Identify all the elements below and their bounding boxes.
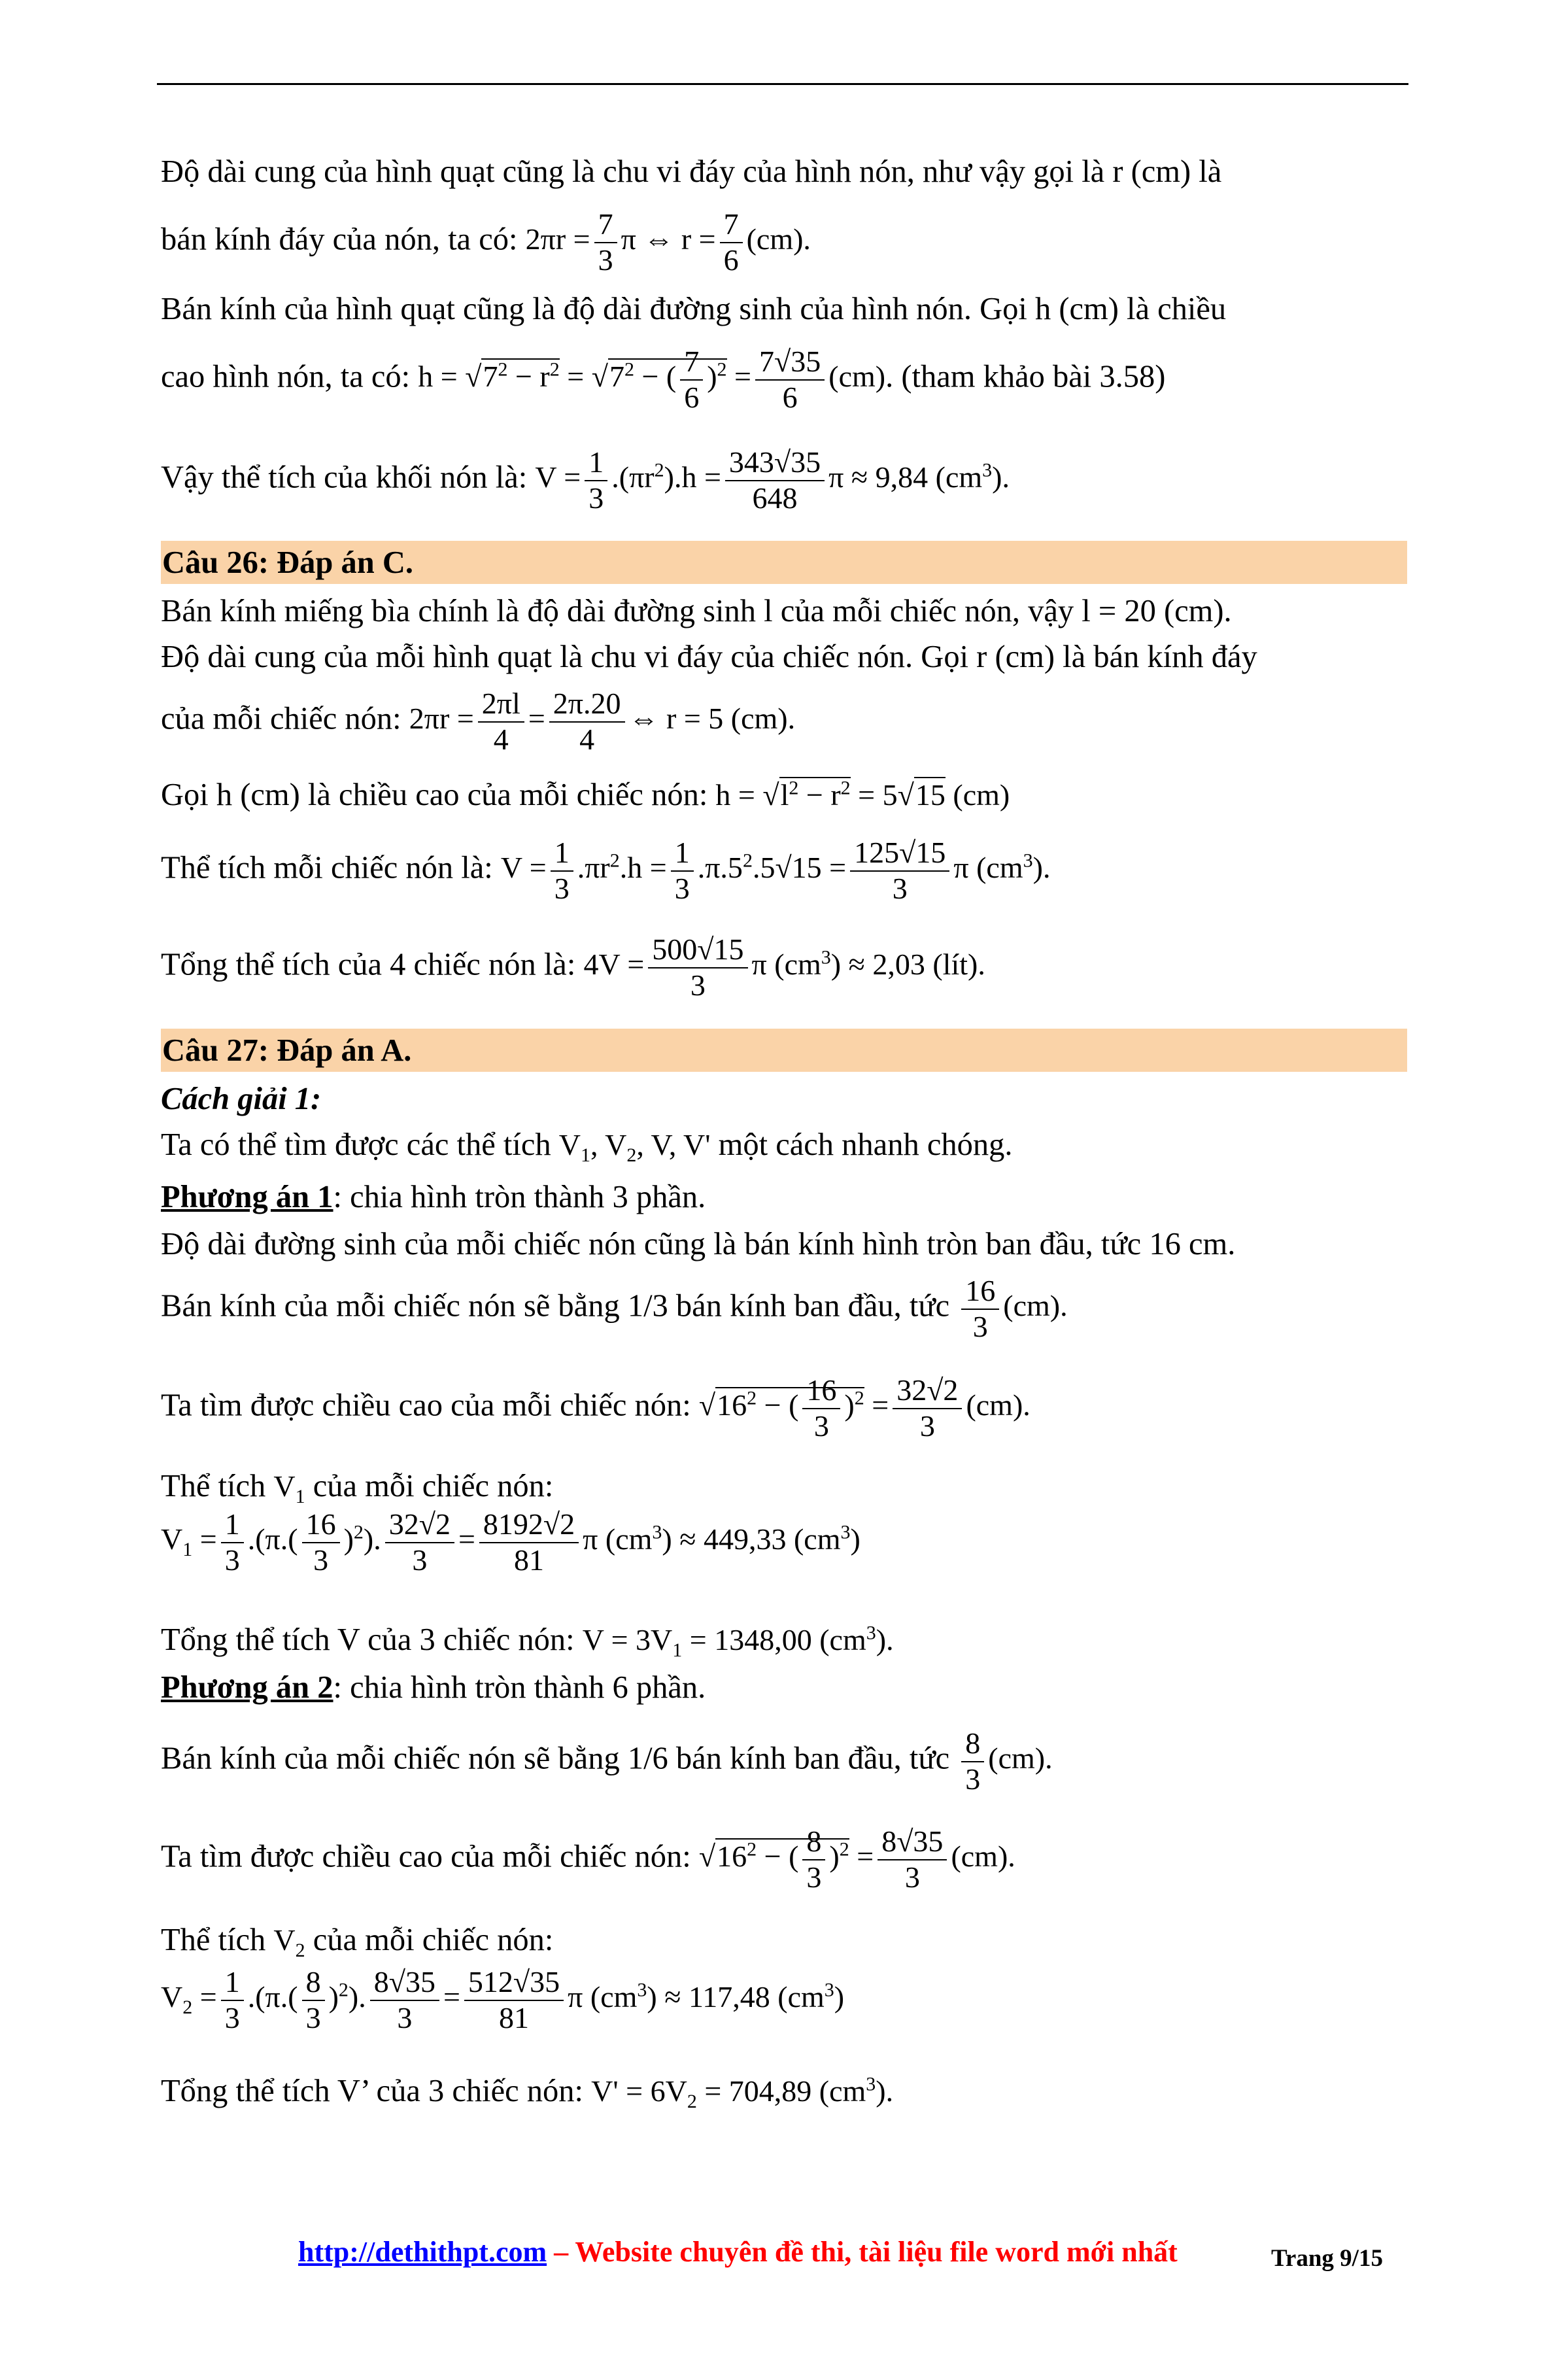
text-line: Ta có thể tìm được các thể tích $V_1$, $V_2$, V, V' một cách nhanh chóng. — [161, 1127, 1013, 1167]
equation: $h = √7^2 - r^2 = √7^2$ − ( $\frac{7}{6}$ )$^2$ = $\frac{7√35}{6}$ (cm) — [418, 345, 886, 414]
text-line: Tổng thể tích V’ của 3 chiếc nón: $V' = 6V_2 = 704,89$ $(cm^3)$. — [161, 2073, 894, 2113]
text-line: Độ dài cung của hình quạt cũng là chu vi đáy của hình nón, như vậy gọi là r (cm) là — [161, 154, 1222, 189]
text-line: Thể tích $V_1$ của mỗi chiếc nón: — [161, 1469, 554, 1508]
equation: $√16^2$ − ( $\frac{16}{3}$ )$^2$ = $\frac{32√2}{3}$ (cm). — [698, 1373, 1031, 1443]
text-line: Bán kính của mỗi chiếc nón sẽ bằng 1/6 bán kính ban đầu, tức $\frac{8}{3}$ (cm). — [161, 1726, 1053, 1796]
equation: $h = √l^2 - r^2 = 5√15$ (cm) — [715, 777, 1010, 812]
text-line: Bán kính của mỗi chiếc nón sẽ bằng 1/3 bán kính ban đầu, tức $\frac{16}{3}$ (cm). — [161, 1274, 1068, 1343]
section-header-cau-26: Câu 26: Đáp án C. — [161, 541, 1407, 584]
text-line: bán kính đáy của nón, ta có: 2πr = $\frac{7}{3}$ π ⇔ r = $\frac{7}{6}$ (cm). — [161, 207, 811, 277]
text-line: của mỗi chiếc nón: 2πr = $\frac{2\pi l}{4}$ = $\frac{2\pi.20}{4}$ ⇔ r = 5 (cm). — [161, 687, 796, 756]
text-line: Vậy thể tích của khối nón là: V = $\frac{1}{3}$ $.(\pi r^2).h$ = $\frac{343√35}{648}$ π ≈ 9,84 $(cm^3)$. — [161, 445, 1010, 515]
method-title: Cách giải 1: — [161, 1082, 322, 1116]
equation: V = $\frac{1}{3}$ $.(\pi r^2).h$ = $\frac{343√35}{648}$ π ≈ 9,84 $(cm^3)$. — [535, 445, 1010, 515]
equation: 4V = $\frac{500√15}{3}$ π $(cm^3) \approx 2,03$ (lít). — [583, 933, 985, 1002]
text-line: Gọi h (cm) là chiều cao của mỗi chiếc nón: $h = √l^2 - r^2 = 5√15$ (cm) — [161, 777, 1010, 812]
equation: $√16^2$ − ( $\frac{8}{3}$ )$^2$ = $\frac{8√35}{3}$ (cm). — [698, 1824, 1015, 1894]
header-rule — [157, 83, 1408, 85]
equation: $V_2$ = $\frac{1}{3}$ .(π.( $\frac{8}{3}$ )$^2$). $\frac{8√35}{3}$ = $\frac{512√35}{81}$ π $(cm^3) \approx 117,48$ $(cm^3)$ — [161, 1965, 845, 2034]
text-line: Ta tìm được chiều cao của mỗi chiếc nón: $√16^2$ − ( $\frac{8}{3}$ )$^2$ = $\frac{8√35}{3}$ (cm). — [161, 1824, 1015, 1894]
text-line: Tổng thể tích V của 3 chiếc nón: $V = 3V_1 = 1348,00$ $(cm^3)$. — [161, 1622, 894, 1662]
text-line: Phương án 2: chia hình tròn thành 6 phần. — [161, 1670, 706, 1705]
text-line: Thể tích $V_2$ của mỗi chiếc nón: — [161, 1923, 554, 1962]
equation-line — [161, 1507, 861, 1578]
text-line: Tổng thể tích của 4 chiếc nón là: 4V = $\frac{500√15}{3}$ π $(cm^3) \approx 2,03$ (lít). — [161, 933, 985, 1002]
equation: 2πr = $\frac{7}{3}$ π ⇔ r = $\frac{7}{6}$ (cm). — [525, 207, 811, 277]
text-line: Bán kính của hình quạt cũng là độ dài đường sinh của hình nón. Gọi h (cm) là chiều — [161, 292, 1227, 326]
page-number: Trang 9/15 — [1271, 2245, 1383, 2272]
equation: 2πr = $\frac{2\pi l}{4}$ = $\frac{2\pi.20}{4}$ ⇔ r = 5 (cm). — [409, 687, 796, 756]
text-line: Phương án 1: chia hình tròn thành 3 phần. — [161, 1180, 706, 1214]
footer: http://dethithpt.com – Website chuyên đề thi, tài liệu file word mới nhất — [298, 2236, 1178, 2268]
text-line: cao hình nón, ta có: $h = √7^2 - r^2 = √7^2$ − ( $\frac{7}{6}$ )$^2$ = $\frac{7√35}{6}$ (cm). (tham khảo bài 3.58) — [161, 345, 1166, 414]
text-line: Ta tìm được chiều cao của mỗi chiếc nón: $√16^2$ − ( $\frac{16}{3}$ )$^2$ = $\frac{32√2}{3}$ (cm). — [161, 1373, 1031, 1443]
equation: $\frac{16}{3}$ (cm). — [957, 1289, 1067, 1322]
text-line: Thể tích mỗi chiếc nón là: V = $\frac{1}{3}$ $.\pi r^2.h$ = $\frac{1}{3}$ $.\pi.5^2.5√15$ = $\frac{125√15}{3}$ π $(cm^3)$. — [161, 836, 1051, 905]
equation: $\frac{8}{3}$ (cm). — [957, 1741, 1052, 1775]
equation: V = $\frac{1}{3}$ $.\pi r^2.h$ = $\frac{1}{3}$ $.\pi.5^2.5√15$ = $\frac{125√15}{3}$ π $(cm^3)$. — [500, 836, 1051, 905]
text-line: Độ dài cung của mỗi hình quạt là chu vi đáy của chiếc nón. Gọi r (cm) là bán kính đáy — [161, 640, 1257, 674]
equation: $V_1$ = $\frac{1}{3}$ .(π.( $\frac{16}{3}$ )$^2$). $\frac{32√2}{3}$ = $\frac{8192√2}{81}$ π $(cm^3) \approx 449,33$ $(cm^3)$ — [161, 1507, 861, 1577]
equation-line — [161, 1965, 844, 2036]
section-header-cau-27: Câu 27: Đáp án A. — [161, 1029, 1407, 1072]
text-line: Bán kính miếng bìa chính là độ dài đường sinh l của mỗi chiếc nón, vậy l = 20 (cm). — [161, 594, 1232, 628]
equation: $V = 3V_1 = 1348,00$ $(cm^3)$. — [582, 1622, 894, 1662]
website-link[interactable]: http://dethithpt.com — [298, 2236, 547, 2268]
text-line: Độ dài đường sinh của mỗi chiếc nón cũng là bán kính hình tròn ban đầu, tức 16 cm. — [161, 1227, 1236, 1261]
equation: $V' = 6V_2 = 704,89$ $(cm^3)$. — [591, 2073, 894, 2113]
